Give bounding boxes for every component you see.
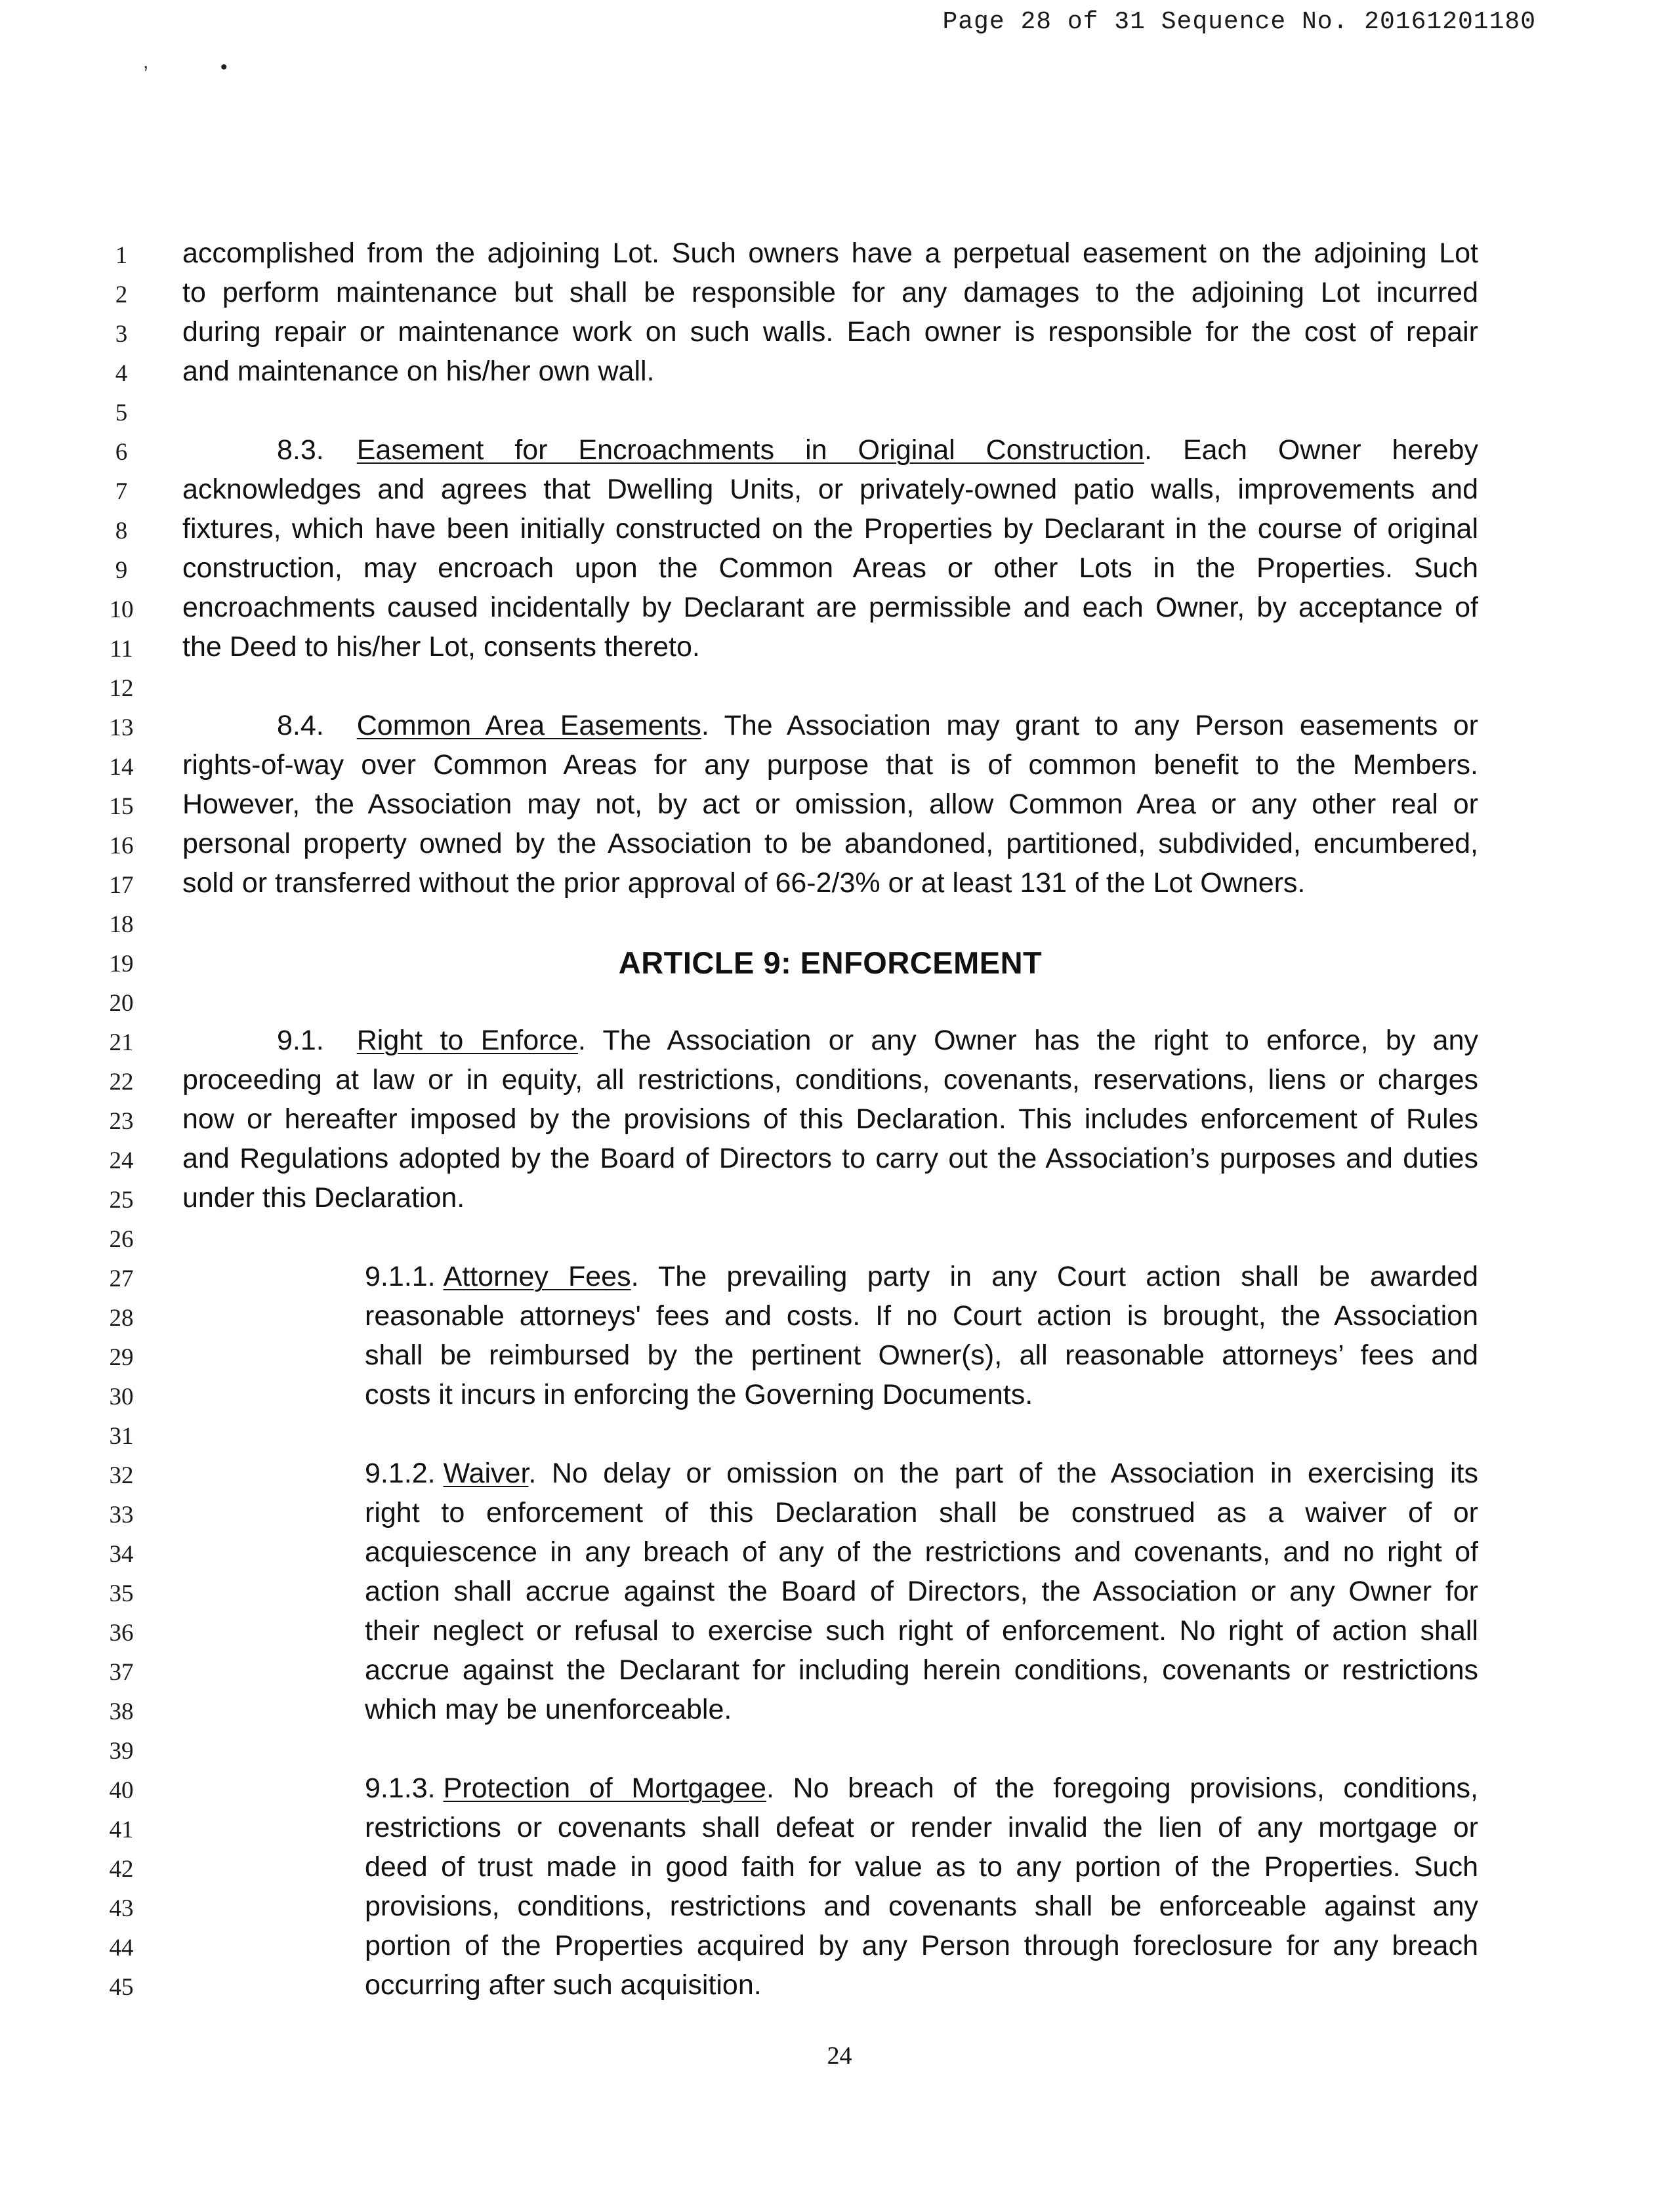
text-line: under this Declaration. <box>182 1182 465 1214</box>
line-number: 2 <box>115 281 128 308</box>
line-number: 8 <box>115 518 128 544</box>
text-line: and maintenance on his/her own wall. <box>182 356 655 387</box>
text-line: now or hereafter imposed by the provisions of this Declaration. This includes enforcement of Rules <box>182 1103 1478 1135</box>
line-number: 23 <box>109 1108 134 1135</box>
text-line: encroachments caused incidentally by Declarant are permissible and each Owner, by acceptance of <box>182 592 1478 623</box>
line-number: 35 <box>109 1580 134 1607</box>
section-title: Easement for Encroachments in Original Construction <box>356 434 1145 466</box>
line-number: 44 <box>109 1935 134 1961</box>
line-number: 13 <box>109 714 134 741</box>
line-number: 3 <box>115 321 128 348</box>
line-number: 9 <box>115 557 128 584</box>
line-number: 39 <box>109 1738 134 1765</box>
section-number: 9.1.3. <box>365 1772 436 1804</box>
line-number: 34 <box>109 1541 134 1568</box>
line-number: 43 <box>109 1895 134 1922</box>
line-number: 24 <box>109 1147 134 1174</box>
section-title: Waiver <box>443 1458 529 1489</box>
page-number: 24 <box>827 2042 852 2070</box>
section-title: Attorney Fees <box>443 1261 631 1292</box>
line-number: 45 <box>109 1974 134 2001</box>
text-line: and Regulations adopted by the Board of Directors to carry out the Association’s purposes and duties <box>182 1143 1478 1174</box>
article-heading: ARTICLE 9: ENFORCEMENT <box>618 945 1043 980</box>
section-number: 8.3. <box>277 434 324 466</box>
text-line: to perform maintenance but shall be responsible for any damages to the adjoining Lot incurred <box>182 277 1478 308</box>
text-line: acknowledges and agrees that Dwelling Units, or privately-owned patio walls, improvements and <box>182 474 1478 505</box>
line-number: 17 <box>109 872 134 899</box>
line-number: 27 <box>109 1265 134 1292</box>
line-number: 22 <box>109 1069 134 1096</box>
section-first-line <box>182 434 1478 466</box>
section-first-line <box>182 1025 1478 1057</box>
text-line: reasonable attorneys' fees and costs. If no Court action is brought, the Association <box>365 1300 1478 1332</box>
text-line: rights-of-way over Common Areas for any purpose that is of common benefit to the Members. <box>182 749 1478 781</box>
section-first-line <box>365 1772 1478 1805</box>
line-number: 20 <box>109 990 134 1017</box>
text-line: accomplished from the adjoining Lot. Such owners have a perpetual easement on the adjoining Lot <box>182 237 1478 269</box>
text-line: portion of the Properties acquired by any Person through foreclosure for any breach <box>365 1930 1478 1961</box>
text-line: provisions, conditions, restrictions and covenants shall be enforceable against any <box>365 1891 1478 1922</box>
line-number: 12 <box>109 675 134 702</box>
text-line: their neglect or refusal to exercise such right of enforcement. No right of action shall <box>365 1615 1478 1647</box>
text-line: the Deed to his/her Lot, consents thereto. <box>182 631 700 663</box>
line-number: 30 <box>109 1383 134 1410</box>
line-number: 19 <box>109 951 134 977</box>
section-text: . No delay or omission on the part of the Association in exercising its <box>528 1458 1478 1489</box>
section-title: Common Area Easements <box>356 710 701 741</box>
line-number: 29 <box>109 1344 134 1371</box>
section-first-line <box>182 710 1478 742</box>
line-number: 42 <box>109 1856 134 1883</box>
line-number: 5 <box>115 399 128 426</box>
line-number: 25 <box>109 1187 134 1214</box>
text-line: construction, may encroach upon the Common Areas or other Lots in the Properties. Such <box>182 552 1478 584</box>
line-number: 11 <box>110 636 133 663</box>
line-number: 32 <box>109 1462 134 1489</box>
section-number: 9.1. <box>277 1025 324 1056</box>
line-number: 38 <box>109 1698 134 1725</box>
line-number: 40 <box>109 1777 134 1804</box>
line-number: 31 <box>109 1423 134 1450</box>
line-number: 21 <box>109 1029 134 1056</box>
line-number: 10 <box>109 596 134 623</box>
section-text: . Each Owner hereby <box>1144 434 1478 466</box>
section-number: 9.1.1. <box>365 1261 436 1292</box>
text-line: However, the Association may not, by act or omission, allow Common Area or any other real or <box>182 789 1478 820</box>
text-line: proceeding at law or in equity, all restrictions, conditions, covenants, reservations, liens or charges <box>182 1064 1478 1096</box>
text-line: sold or transferred without the prior approval of 66-2/3% or at least 131 of the Lot Owners. <box>182 867 1306 899</box>
line-number: 18 <box>109 911 134 938</box>
text-line: acquiescence in any breach of any of the restrictions and covenants, and no right of <box>365 1536 1478 1568</box>
text-line: deed of trust made in good faith for value as to any portion of the Properties. Such <box>365 1851 1478 1883</box>
text-line: which may be unenforceable. <box>365 1694 732 1725</box>
line-number: 37 <box>109 1659 134 1686</box>
section-title: Right to Enforce <box>356 1025 578 1056</box>
text-line: right to enforcement of this Declaration shall be construed as a waiver of or <box>365 1497 1478 1528</box>
line-number: 36 <box>109 1620 134 1647</box>
section-text: . The prevailing party in any Court action shall be awarded <box>631 1261 1478 1292</box>
line-number: 16 <box>109 832 134 859</box>
line-number: 7 <box>115 478 128 505</box>
text-line: action shall accrue against the Board of Directors, the Association or any Owner for <box>365 1576 1478 1607</box>
line-number: 26 <box>109 1226 134 1253</box>
section-number: 8.4. <box>277 710 324 741</box>
text-line: costs it incurs in enforcing the Governing Documents. <box>365 1379 1033 1410</box>
text-line: restrictions or covenants shall defeat or render invalid the lien of any mortgage or <box>365 1812 1478 1843</box>
line-number: 41 <box>109 1816 134 1843</box>
line-number: 6 <box>115 439 128 466</box>
line-number: 15 <box>109 793 134 820</box>
text-line: personal property owned by the Association to be abandoned, partitioned, subdivided, encumbered, <box>182 828 1478 859</box>
text-line: during repair or maintenance work on such walls. Each owner is responsible for the cost of repair <box>182 316 1478 348</box>
section-first-line <box>365 1261 1478 1293</box>
text-line: fixtures, which have been initially constructed on the Properties by Declarant in the course of original <box>182 513 1478 544</box>
text-line: occurring after such acquisition. <box>365 1969 762 2001</box>
section-text: . No breach of the foregoing provisions, conditions, <box>766 1772 1478 1804</box>
section-text: . The Association may grant to any Person easements or <box>701 710 1479 741</box>
text-line: shall be reimbursed by the pertinent Owner(s), all reasonable attorneys’ fees and <box>365 1340 1478 1371</box>
section-first-line <box>365 1458 1478 1490</box>
line-number: 28 <box>109 1305 134 1332</box>
page-sequence-header: Page 28 of 31 Sequence No. 20161201180 <box>942 8 1536 36</box>
section-number: 9.1.2. <box>365 1458 436 1489</box>
section-text: . The Association or any Owner has the right to enforce, by any <box>577 1025 1479 1056</box>
text-line: accrue against the Declarant for including herein conditions, covenants or restrictions <box>365 1654 1478 1686</box>
line-number: 4 <box>115 360 128 387</box>
line-number: 14 <box>109 754 134 781</box>
section-title: Protection of Mortgagee <box>443 1772 766 1804</box>
line-number: 33 <box>109 1502 134 1528</box>
line-number: 1 <box>115 242 128 269</box>
